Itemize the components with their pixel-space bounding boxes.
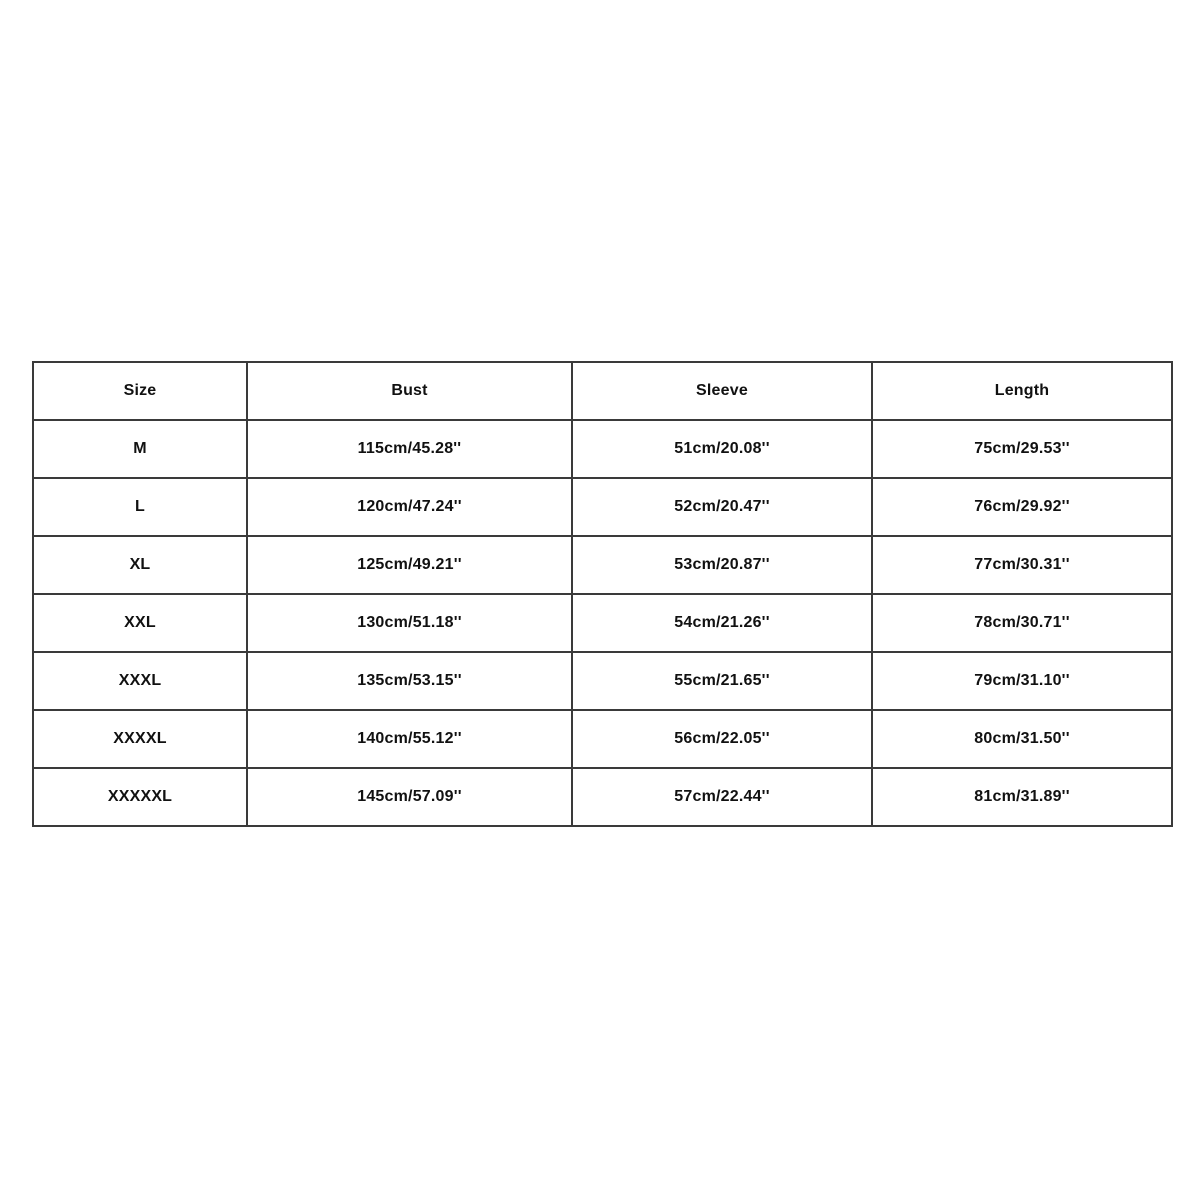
table-row xyxy=(33,768,1172,826)
cell-sleeve: 54cm/21.26'' xyxy=(572,594,872,652)
cell-bust: 120cm/47.24'' xyxy=(247,478,572,536)
cell-sleeve: 53cm/20.87'' xyxy=(572,536,872,594)
cell-bust: 125cm/49.21'' xyxy=(247,536,572,594)
header-size: Size xyxy=(33,362,247,420)
cell-size: XXL xyxy=(33,594,247,652)
cell-length: 76cm/29.92'' xyxy=(872,478,1172,536)
cell-sleeve: 55cm/21.65'' xyxy=(572,652,872,710)
table-row xyxy=(33,420,1172,478)
cell-sleeve: 51cm/20.08'' xyxy=(572,420,872,478)
cell-size: M xyxy=(33,420,247,478)
cell-bust: 145cm/57.09'' xyxy=(247,768,572,826)
cell-sleeve: 52cm/20.47'' xyxy=(572,478,872,536)
table-row xyxy=(33,710,1172,768)
cell-length: 77cm/30.31'' xyxy=(872,536,1172,594)
cell-sleeve: 57cm/22.44'' xyxy=(572,768,872,826)
header-length: Length xyxy=(872,362,1172,420)
cell-bust: 130cm/51.18'' xyxy=(247,594,572,652)
table-row xyxy=(33,652,1172,710)
cell-size: L xyxy=(33,478,247,536)
header-row xyxy=(33,362,1172,420)
size-chart-table xyxy=(32,361,1173,827)
cell-sleeve: 56cm/22.05'' xyxy=(572,710,872,768)
cell-size: XXXXXL xyxy=(33,768,247,826)
cell-length: 80cm/31.50'' xyxy=(872,710,1172,768)
header-bust: Bust xyxy=(247,362,572,420)
cell-size: XXXXL xyxy=(33,710,247,768)
cell-bust: 140cm/55.12'' xyxy=(247,710,572,768)
table-row xyxy=(33,536,1172,594)
cell-length: 79cm/31.10'' xyxy=(872,652,1172,710)
cell-length: 78cm/30.71'' xyxy=(872,594,1172,652)
header-sleeve: Sleeve xyxy=(572,362,872,420)
cell-length: 75cm/29.53'' xyxy=(872,420,1172,478)
cell-bust: 115cm/45.28'' xyxy=(247,420,572,478)
cell-length: 81cm/31.89'' xyxy=(872,768,1172,826)
table-header xyxy=(33,362,1172,420)
table-row xyxy=(33,594,1172,652)
cell-bust: 135cm/53.15'' xyxy=(247,652,572,710)
cell-size: XL xyxy=(33,536,247,594)
cell-size: XXXL xyxy=(33,652,247,710)
table-row xyxy=(33,478,1172,536)
table-body xyxy=(33,420,1172,826)
